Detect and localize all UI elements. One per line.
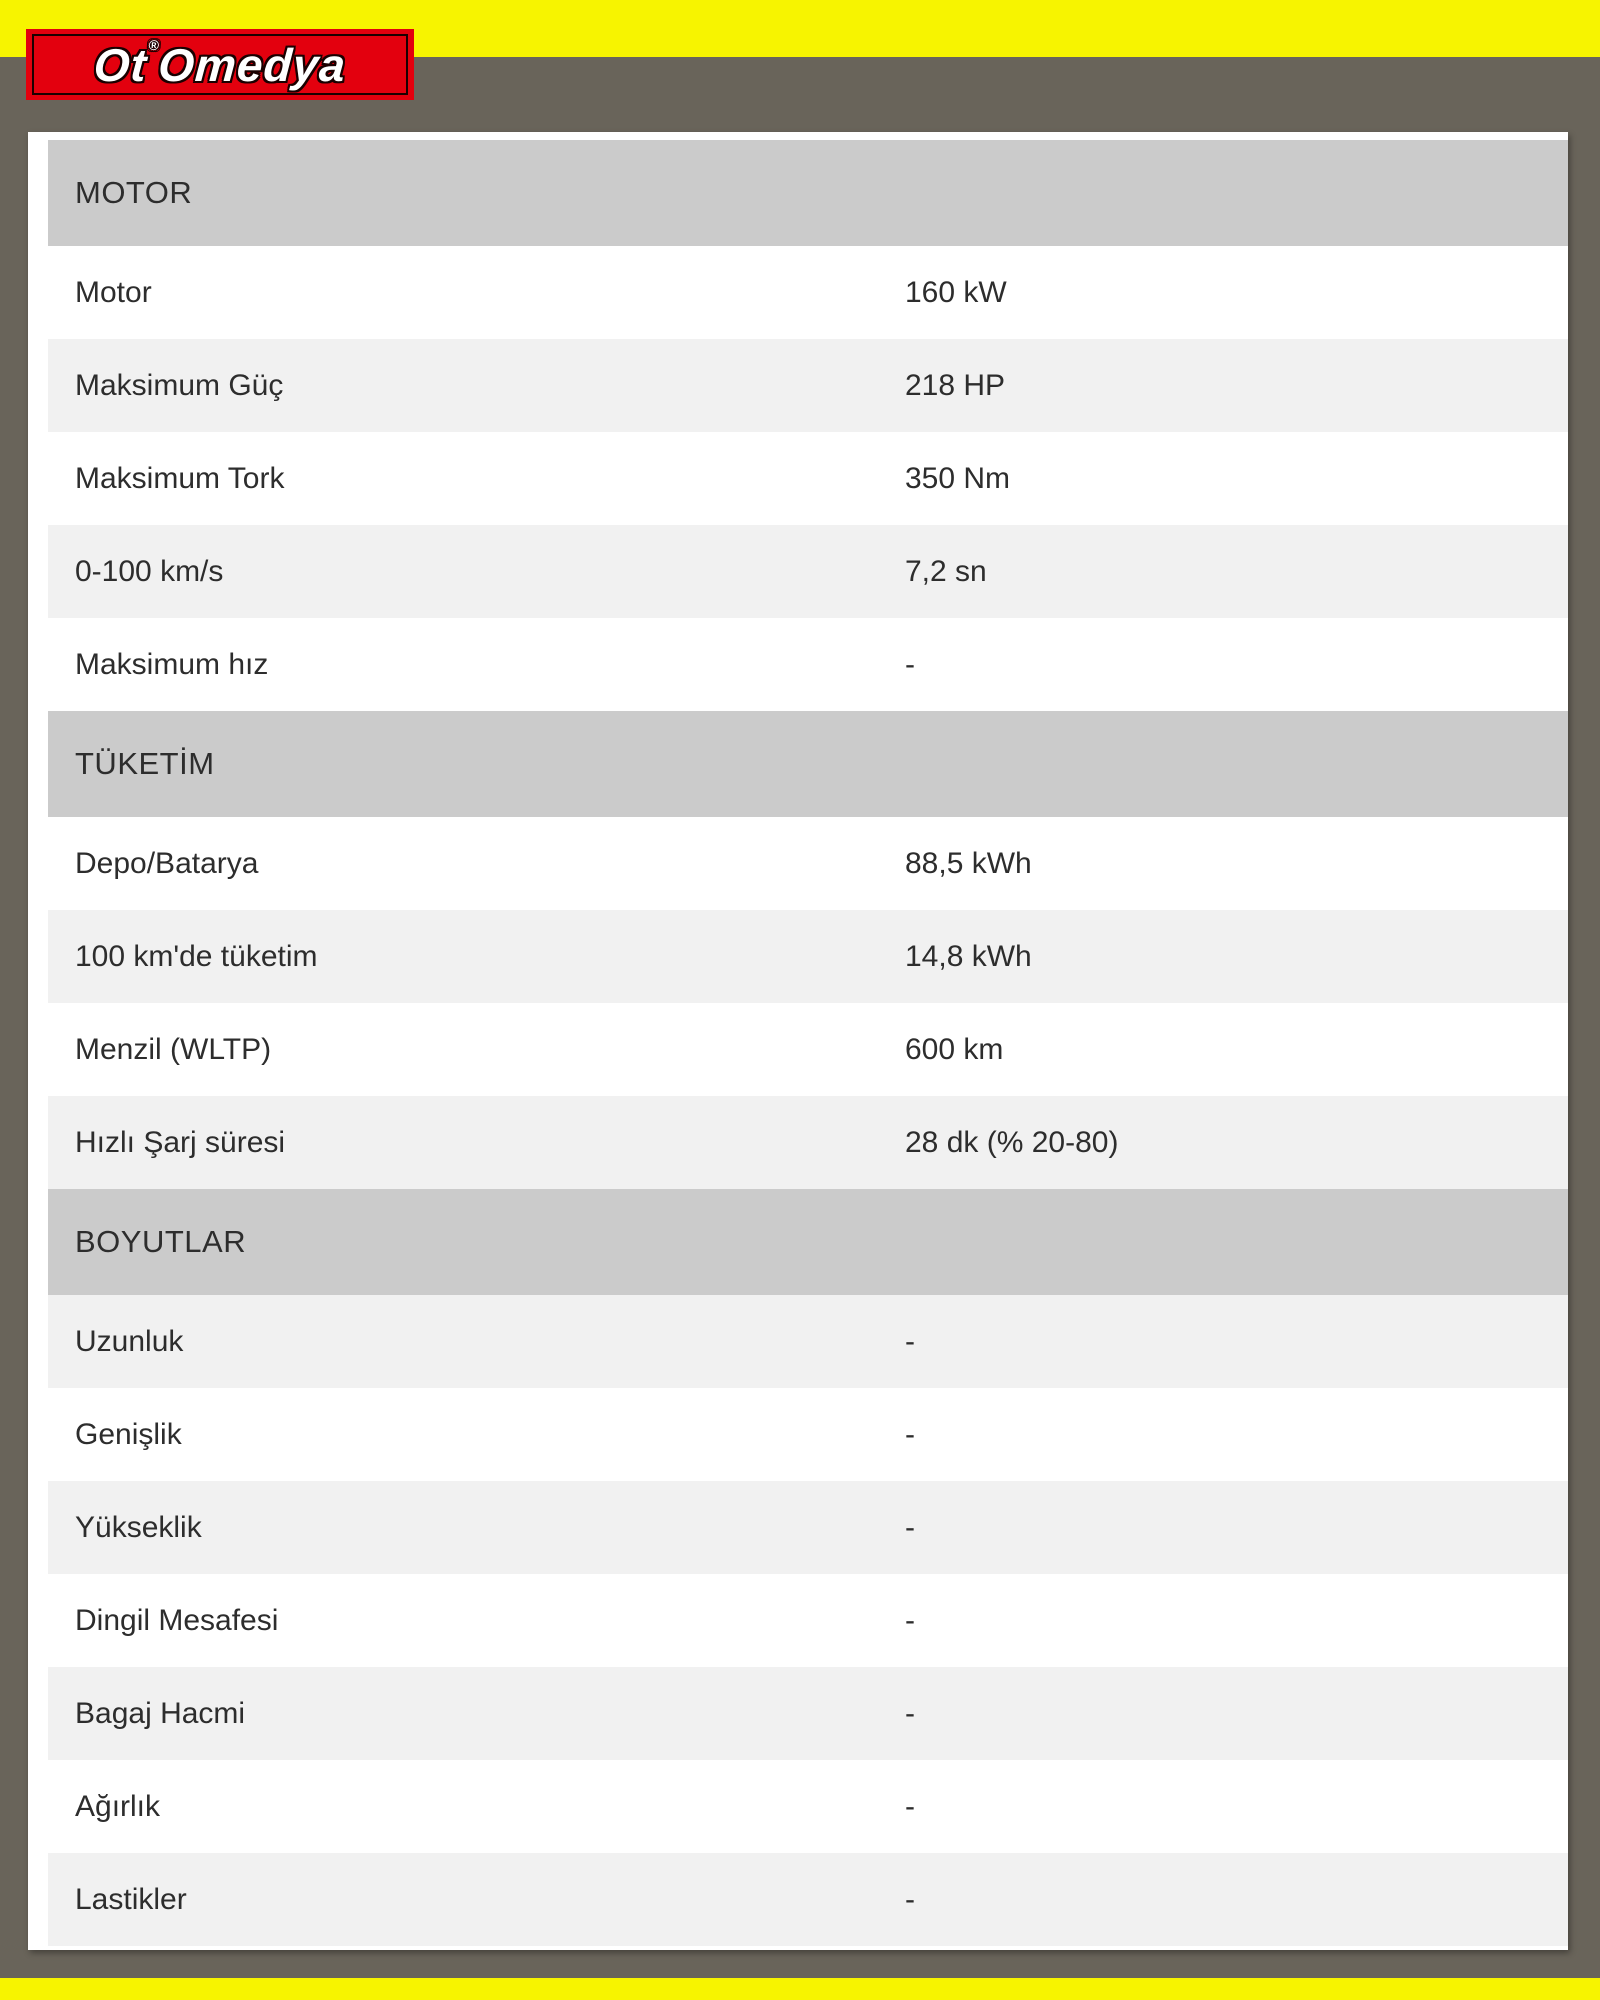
- logo-text-seg2: Omedya: [156, 38, 348, 91]
- spec-row: [48, 817, 1568, 910]
- spec-value: -: [905, 1882, 915, 1916]
- spec-label: Menzil (WLTP): [75, 1032, 272, 1066]
- spec-value: 350 Nm: [905, 461, 1011, 495]
- spec-label: 100 km'de tüketim: [75, 939, 318, 973]
- spec-row: [48, 1853, 1568, 1946]
- spec-label: Maksimum Tork: [75, 461, 285, 495]
- spec-label: 0-100 km/s: [75, 554, 224, 588]
- bottom-accent-bar: [0, 1978, 1600, 2000]
- spec-value: 28 dk (% 20-80): [905, 1125, 1119, 1159]
- spec-label: Genişlik: [75, 1417, 182, 1451]
- spec-value: -: [905, 647, 915, 681]
- spec-value: -: [905, 1510, 915, 1544]
- spec-row: [48, 1481, 1568, 1574]
- spec-row: [48, 1760, 1568, 1853]
- spec-value: -: [905, 1324, 915, 1358]
- spec-value: -: [905, 1789, 915, 1823]
- spec-row: [48, 1003, 1568, 1096]
- spec-row: [48, 910, 1568, 1003]
- spec-value: -: [905, 1417, 915, 1451]
- spec-row: [48, 246, 1568, 339]
- section-header: [48, 140, 1568, 246]
- spec-label: Maksimum Güç: [75, 368, 284, 402]
- logo-text-seg1: Ot: [92, 38, 149, 91]
- spec-row: [48, 339, 1568, 432]
- spec-row: [48, 1295, 1568, 1388]
- spec-value: 88,5 kWh: [905, 846, 1032, 880]
- spec-label: Maksimum hız: [75, 647, 269, 681]
- spec-label: Uzunluk: [75, 1324, 184, 1358]
- spec-row: [48, 618, 1568, 711]
- logo-frame: [32, 34, 408, 95]
- spec-row: [48, 1574, 1568, 1667]
- spec-value: 160 kW: [905, 275, 1007, 309]
- spec-label: Hızlı Şarj süresi: [75, 1125, 286, 1159]
- spec-table: [48, 140, 1568, 1946]
- spec-label: Motor: [75, 275, 152, 309]
- spec-label: Ağırlık: [75, 1789, 161, 1823]
- section-title: MOTOR: [75, 175, 193, 210]
- section-title: TÜKETİM: [75, 746, 215, 781]
- logo-text: [92, 36, 348, 91]
- content-panel: [28, 132, 1568, 1950]
- spec-value: 14,8 kWh: [905, 939, 1032, 973]
- spec-row: [48, 1388, 1568, 1481]
- spec-row: [48, 1096, 1568, 1189]
- section-header: [48, 711, 1568, 817]
- spec-label: Dingil Mesafesi: [75, 1603, 279, 1637]
- spec-value: 218 HP: [905, 368, 1006, 402]
- site-logo[interactable]: [26, 29, 414, 100]
- registered-trademark-mark: ®: [147, 36, 161, 53]
- spec-row: [48, 525, 1568, 618]
- spec-label: Yükseklik: [75, 1510, 202, 1544]
- spec-value: -: [905, 1696, 915, 1730]
- section-title: BOYUTLAR: [75, 1224, 247, 1259]
- section-header: [48, 1189, 1568, 1295]
- spec-row: [48, 1667, 1568, 1760]
- spec-row: [48, 432, 1568, 525]
- spec-label: Lastikler: [75, 1882, 187, 1916]
- spec-value: 7,2 sn: [905, 554, 987, 588]
- spec-label: Depo/Batarya: [75, 846, 259, 880]
- spec-value: -: [905, 1603, 915, 1637]
- spec-value: 600 km: [905, 1032, 1004, 1066]
- spec-label: Bagaj Hacmi: [75, 1696, 246, 1730]
